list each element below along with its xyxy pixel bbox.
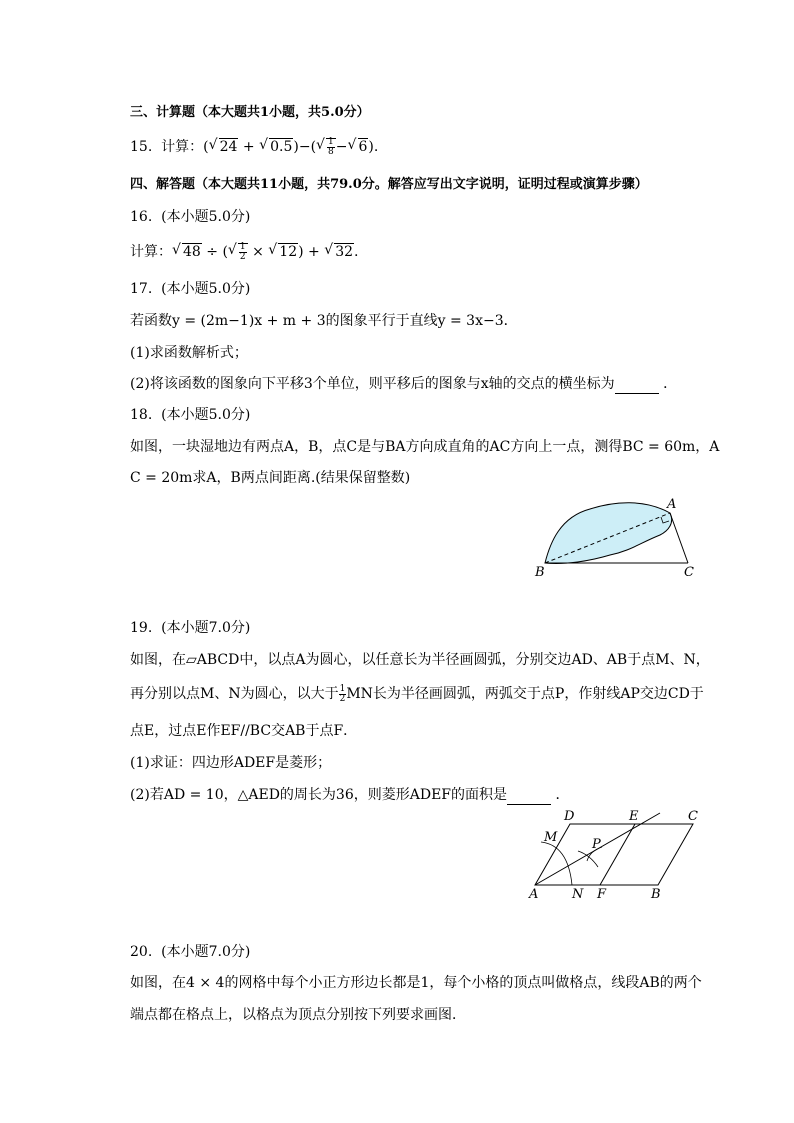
label-d: D — [564, 809, 575, 824]
question-17-header: 17. (本小题5.0分) — [130, 281, 251, 297]
label-n: N — [572, 887, 584, 900]
question-15: 15. 计算：(√ 24 + √ 0.5)−( √ $\frac{1}{8}$ −√ 6). — [130, 137, 378, 157]
question-20-line-1: 如图，在4 × 4的网格中每个小正方形边长都是1，每个小格的顶点叫做格点，线段AB的两个 — [130, 975, 702, 991]
section-3-heading: 三、计算题（本大题共1小题，共5.0分） — [130, 105, 370, 120]
question-19-line-2: 再分别以点M、N为圆心，以大于 $\frac{1}{2}$ MN长为半径画圆弧，两弧交于点P，作射线AP交边CD于 — [130, 683, 704, 704]
question-17-line-1: 若函数y = (2m−1)x + m + 3的图象平行于直线y = 3x−3． — [130, 313, 518, 329]
rhombus-figure — [520, 805, 710, 900]
line-ac — [670, 513, 688, 563]
q15-sqrt-frac: √ $\frac{1}{8}$ — [316, 137, 336, 157]
question-17-line-2: (1)求函数解析式； — [130, 345, 248, 361]
question-19-header: 19. (本小题7.0分) — [130, 620, 251, 636]
q15-number: 15. — [130, 139, 153, 155]
segment-ef — [600, 824, 635, 885]
label-b: B — [651, 887, 661, 900]
label-a: A — [529, 887, 539, 900]
question-20-header: 20. (本小题7.0分) — [130, 944, 251, 960]
label-e: E — [629, 809, 639, 824]
question-17-line-3: (2)将该函数的图象向下平移3个单位，则平移后的图象与x轴的交点的横坐标为 ． — [130, 376, 678, 392]
q15-sqrt-2: √ 0.5 — [259, 137, 293, 157]
answer-blank — [507, 790, 551, 805]
wetland-shape — [545, 503, 672, 564]
question-18-header: 18. (本小题5.0分) — [130, 407, 251, 423]
label-c: C — [688, 809, 698, 824]
question-19-line-1: 如图，在▱ABCD中，以点A为圆心，以任意长为半径画圆弧，分别交边AD、AB于点M、N， — [130, 652, 710, 668]
label-m: M — [544, 830, 558, 845]
label-b: B — [535, 565, 545, 580]
q15-pre: 计算：( — [161, 139, 209, 155]
section-4-heading: 四、解答题（本大题共11小题，共79.0分。解答应写出文字说明，证明过程或演算步骤） — [130, 177, 648, 192]
label-f: F — [597, 887, 607, 900]
question-16-header: 16. (本小题5.0分) — [130, 209, 251, 225]
question-19-line-3: 点E，过点E作EF//BC交AB于点F． — [130, 723, 358, 739]
answer-blank — [615, 379, 659, 394]
question-16-body: 计算：√ 48 ÷ ( √ $\frac{1}{2}$ × √ 12) + √ 32. — [130, 242, 359, 262]
label-p: P — [592, 837, 601, 852]
parallelogram-abcd — [535, 824, 693, 885]
question-19-line-5: (2)若AD = 10，△AED的周长为36，则菱形ADEF的面积是 ． — [130, 787, 570, 803]
q15-sqrt-3: √ 6 — [348, 137, 369, 157]
question-19-line-4: (1)求证：四边形ADEF是菱形； — [130, 755, 332, 771]
question-18-line-1: 如图，一块湿地边有两点A，B，点C是与BA方向成直角的AC方向上一点，测得BC = 60m，A — [130, 439, 720, 455]
question-18-line-2: C = 20m求A，B两点间距离.(结果保留整数) — [130, 470, 411, 486]
label-a: A — [667, 497, 677, 512]
q15-sqrt-1: √ 24 — [209, 137, 239, 157]
wetland-figure — [530, 495, 700, 580]
label-c: C — [684, 565, 694, 580]
question-20-line-2: 端点都在格点上，以格点为顶点分别按下列要求画图． — [130, 1007, 466, 1023]
